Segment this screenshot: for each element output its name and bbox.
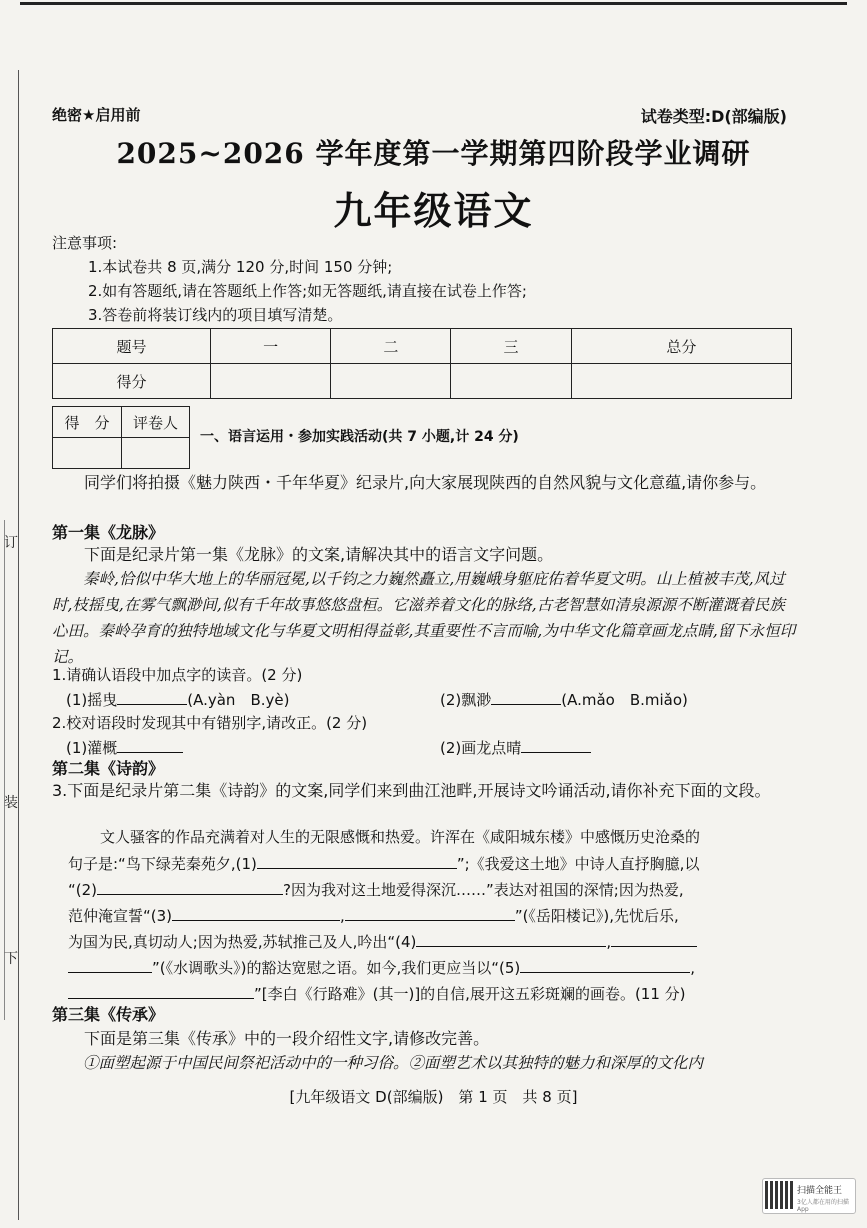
q1-word-2: (2)飘渺 [440,691,492,709]
binding-line-outer [4,520,5,1020]
section-intro: 同学们将拍摄《魅力陕西・千年华夏》纪录片,向大家展现陕西的自然风貌与文化意蕴,请你参与。 [84,473,767,492]
poem-text: ”(《岳阳楼记》),先忧后乐, [514,907,679,925]
answer-blank[interactable] [68,982,254,999]
poem-line-5 [68,930,697,952]
score-header: 总分 [571,329,791,364]
q1-options-1: (A.yàn B.yè) [187,691,290,709]
answer-blank[interactable] [117,688,187,705]
score-cell[interactable] [331,364,451,399]
subject-title: 九年级语文 [333,189,534,233]
binding-char-xia: 下 [4,951,18,967]
answer-blank[interactable] [611,930,697,947]
question-1: 1.请确认语段中加点字的读音。(2 分) [52,666,303,684]
scanner-app-name: 扫描全能王 [797,1186,843,1196]
poem-text: ”[李白《行路难》(其一)]的自信,展开这五彩斑斓的画卷。(11 分) [254,985,686,1003]
passage-text: ①面塑起源于中国民间祭祀活动中的一种习俗。②面塑艺术以其独特的魅力和深厚的文化内 [83,1054,704,1072]
score-row-label: 得分 [53,364,211,399]
score-header: 一 [211,329,331,364]
note-item: 2.如有答题纸,请在答题纸上作答;如无答题纸,请直接在试卷上作答; [88,282,527,300]
poem-line-4 [68,904,679,926]
poem-text: 句子是:“鸟下绿芜秦苑夕,(1) [68,855,257,873]
episode-title: 第二集《诗韵》 [52,759,165,778]
note-item: 3.答卷前将装订线内的项目填写清楚。 [88,306,343,324]
q1-item-1 [66,688,289,710]
episode-lead: 下面是第三集《传承》中的一段介绍性文字,请修改完善。 [84,1029,490,1048]
poem-line-7 [68,982,686,1004]
question-3: 3.下面是纪录片第二集《诗韵》的文案,同学们来到曲江池畔,开展诗文吟诵活动,请你补充下面的文段。 [52,781,771,800]
q2-word-2: (2)画龙点晴 [440,739,522,757]
poem-text: , [340,907,345,925]
poem-text: ”;《我爱这土地》中诗人直抒胸臆,以 [456,855,700,873]
question-2: 2.校对语段时发现其中有错别字,请改正。(2 分) [52,714,368,732]
poem-line-1: 文人骚客的作品充满着对人生的无限感慨和热爱。许浑在《咸阳城东楼》中感慨历史沧桑的 [100,828,701,846]
poem-line-3 [68,878,684,900]
poem-text: , [606,933,612,951]
episode-title: 第一集《龙脉》 [52,523,165,542]
note-item: 1.本试卷共 8 页,满分 120 分,时间 150 分钟; [88,258,393,276]
exam-title: 2025~2026 学年度第一学期第四阶段学业调研 [116,137,751,170]
grader-name-label: 评卷人 [122,407,190,438]
page-footer: [九年级语文 D(部编版) 第 1 页 共 8 页] [289,1088,578,1106]
episode-title: 第三集《传承》 [52,1005,165,1024]
episode-lead: 下面是纪录片第一集《龙脉》的文案,请解决其中的语言文字问题。 [84,545,554,564]
poem-line-2 [68,852,699,874]
q1-options-2: (A.mǎo B.miǎo) [561,691,688,709]
q2-item-2 [440,736,591,758]
paper-type: 试卷类型:D(部编版) [640,107,787,126]
answer-blank[interactable] [97,878,283,895]
q2-word-1: (1)灌概 [66,739,118,757]
q2-item-1 [66,736,183,758]
answer-blank[interactable] [345,904,515,921]
confidential-label: 绝密★启用前 [52,106,141,124]
score-cell[interactable] [451,364,571,399]
answer-blank[interactable] [416,930,606,947]
answer-blank[interactable] [257,852,457,869]
answer-blank[interactable] [491,688,561,705]
score-table [52,328,792,399]
q1-item-2 [440,688,688,710]
poem-text: 范仲淹宣誓“(3) [68,907,173,925]
grader-name-cell[interactable] [122,438,190,469]
qr-code-icon [765,1181,793,1209]
poem-text: ?因为我对这土地爱得深沉……”表达对祖国的深情;因为热爱, [283,881,684,899]
answer-blank[interactable] [117,736,183,753]
poem-text: “(2) [68,881,98,899]
poem-text: , [690,959,696,977]
answer-blank[interactable] [172,904,340,921]
answer-blank[interactable] [520,956,690,973]
passage-text: 秦岭,恰似中华大地上的华丽冠冕,以千钧之力巍然矗立,用巍峨身躯庇佑着华夏文明。山上植被丰茂,风过时,枝摇曳,在雾气飘渺间,似有千年故事悠悠盘桓。它滋养着文化的脉络,古老智慧如清泉源源不断灌溉着民族心田。秦岭孕育的独特地域文化与华夏文明相得益彰,其重要性不言而喻,为中华文化篇章画龙点睛,留下永恒印记。 [52,570,796,666]
score-cell[interactable] [211,364,331,399]
grader-box [52,406,190,469]
grader-score-label: 得 分 [53,407,122,438]
q1-word-1: (1)摇曳 [66,691,118,709]
notes-heading: 注意事项: [52,234,118,252]
binding-char-ding: 订 [4,535,18,551]
score-header: 三 [451,329,571,364]
score-row [53,364,792,399]
answer-blank[interactable] [521,736,591,753]
score-cell[interactable] [571,364,791,399]
scanner-app-slogan: 3亿人都在用的扫描App [797,1199,849,1213]
poem-text: ”(《水调歌头》)的豁达宽慰之语。如今,我们更应当以“(5) [152,959,521,977]
poem-line-6 [68,956,695,978]
section-title: 一、语言运用・参加实践活动(共 7 小题,计 24 分) [200,429,519,445]
top-rule [20,2,847,5]
answer-blank[interactable] [68,956,152,973]
score-header: 题号 [53,329,211,364]
grader-score-cell[interactable] [53,438,122,469]
score-header: 二 [331,329,451,364]
binding-line [18,70,19,1220]
poem-text: 为国为民,真切动人;因为热爱,苏轼推己及人,吟出“(4) [68,933,417,951]
scanner-watermark [762,1178,856,1214]
score-header-row [53,329,792,364]
binding-char-zhuang: 装 [4,795,18,811]
